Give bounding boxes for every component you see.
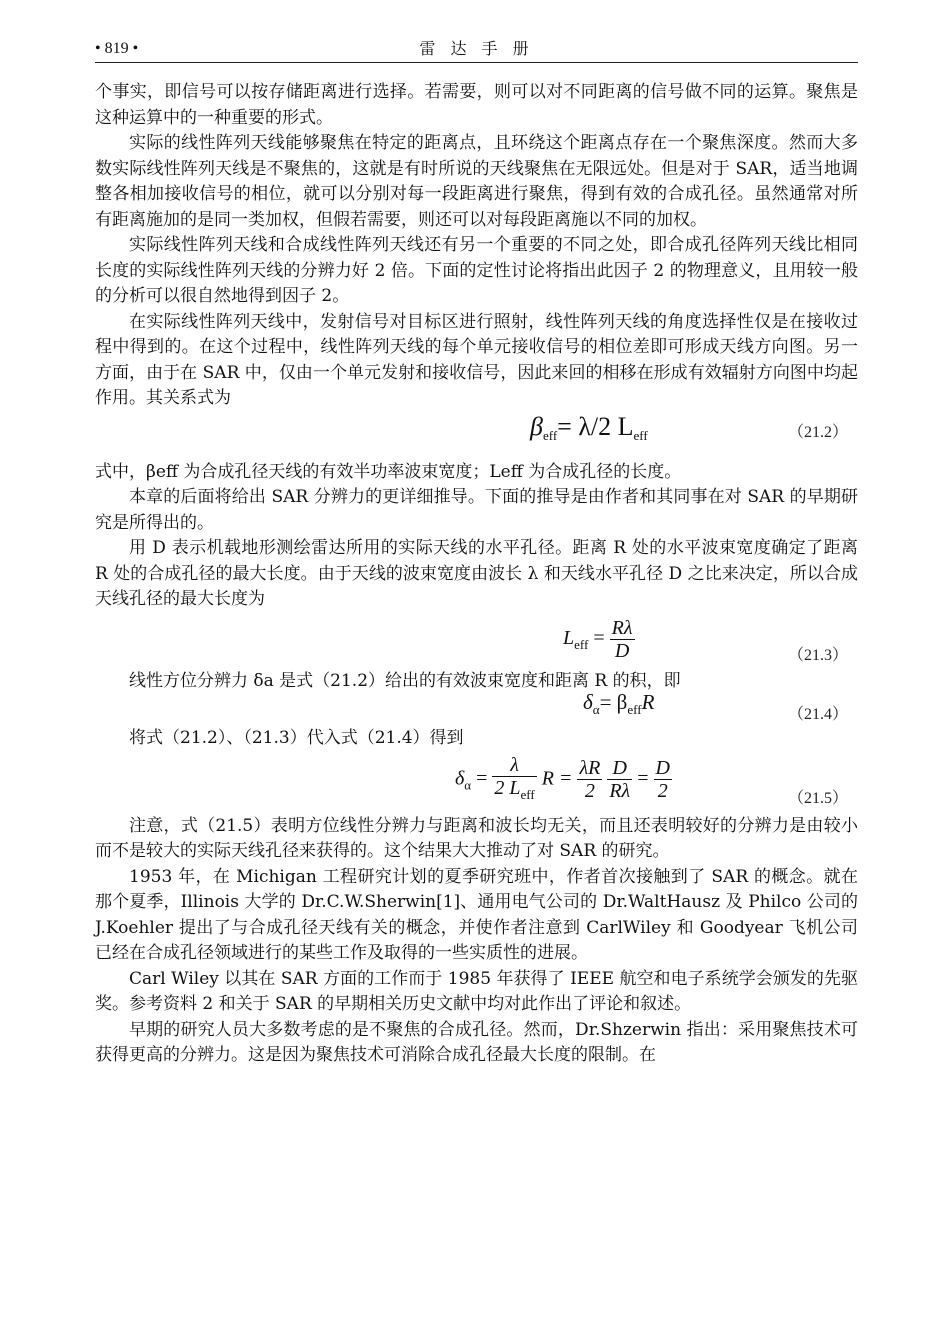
paragraph-13: 早期的研究人员大多数考虑的是不聚焦的合成孔径。然而，Dr.Shzerwin 指出：采用聚焦技术可获得更高的分辨力。这是因为聚焦技术可消除合成孔径最大长度的限制。在	[95, 1019, 858, 1065]
equation-21-2-number: （21.2）	[787, 423, 848, 441]
paragraph-9: 将式（21.2）、（21.3）代入式（21.4）得到	[129, 728, 464, 748]
paragraph-4: 在实际线性阵列天线中，发射信号对目标区进行照射，线性阵列天线的角度选择性仅是在接收过程中得到的。在这个过程中，线性阵列天线的每个单元接收信号的相位差即可形成天线方向图。另一方面，由于在 SAR 中，仅由一个单元发射和接收信号，因此来回的相移在形成有效辐射方向图中均起作用。其关系式为	[95, 311, 858, 408]
paragraph-7: 用 D 表示机载地形测绘雷达所用的实际天线的水平孔径。距离 R 处的水平波束宽度确定了距离 R 处的合成孔径的最大长度。由于天线的波束宽度由波长 λ 和天线水平孔径 D 之比来决定，所以合成天线孔径的最大长度为	[95, 538, 858, 609]
equation-21-5-body: $\delta_\alpha$ = $\frac{\lambda}{2 L_{eff}}$ R = $\frac{\lambda R}{2}$ $\frac{D}{R\lambda}$ = $\frac{D}{2}$	[455, 753, 670, 802]
paragraph-6: 本章的后面将给出 SAR 分辨力的更详细推导。下面的推导是由作者和其同事在对 SAR 的早期研究是所得出的。	[95, 487, 858, 533]
paragraph-1: 个事实，即信号可以按存储距离进行选择。若需要，则可以对不同距离的信号做不同的运算。聚焦是这种运算中的一种重要的形式。	[95, 82, 858, 128]
paragraph-11: 1953 年，在 Michigan 工程研究计划的夏季研究班中，作者首次接触到了 SAR 的概念。就在那个夏季，Illinois 大学的 Dr.C.W.Sherwin[1]、通用电气公司的 Dr.WaltHausz 及 Philco 公司的 J.Koehler 提出了与合成孔径天线有关的概念，并使作者注意到 CarlWiley 和 Goodyear 飞机公司已经在合成孔径领域进行的某些工作及取得的一些实质性的进展。	[95, 866, 858, 963]
equation-21-4-number: （21.4）	[787, 706, 848, 723]
paragraph-3: 实际线性阵列天线和合成线性阵列天线还有另一个重要的不同之处，即合成孔径阵列天线比相同长度的实际线性阵列天线的分辨力好 2 倍。下面的定性讨论将指出此因子 2 的物理意义，且用较一般的分析可以很自然地得到因子 2。	[95, 235, 858, 306]
paragraph-2: 实际的线性阵列天线能够聚焦在特定的距离点，且环绕这个距离点存在一个聚焦深度。然而大多数实际线性阵列天线是不聚焦的，这就是有时所说的天线聚焦在无限远处。但是对于 SAR，适当地调整各相加接收信号的相位，就可以分别对每一段距离进行聚焦，得到有效的合成孔径。虽然通常对所有距离施加的是同一类加权，但假若需要，则还可以对每段距离施以不同的加权。	[95, 133, 858, 230]
equation-21-3	[95, 613, 858, 669]
equation-21-3-number: （21.3）	[787, 646, 848, 664]
paragraph-10: 注意，式（21.5）表明方位线性分辨力与距离和波长均无关，而且还表明较好的分辨力是由较小而不是较大的实际天线孔径来获得的。这个结果大大推动了对 SAR 的研究。	[95, 815, 858, 861]
paragraph-5: 式中，βeff 为合成孔径天线的有效半功率波束宽度；Leff 为合成孔径的长度。	[95, 461, 682, 482]
body-text	[95, 80, 858, 1069]
running-title: 雷 达 手 册	[419, 39, 534, 58]
equation-21-4	[95, 690, 858, 726]
equation-21-4-body: $\delta_\alpha= \beta_{eff}R$	[583, 690, 655, 717]
page-header	[95, 38, 858, 63]
equation-21-2-body: $\beta_{eff}= \lambda/2$ $L_{eff}$	[530, 411, 648, 443]
paragraph-8: 线性方位分辨力 δa 是式（21.2）给出的有效波束宽度和距离 R 的积，即	[129, 670, 681, 691]
equation-21-2	[95, 412, 858, 460]
paragraph-12: Carl Wiley 以其在 SAR 方面的工作而于 1985 年获得了 IEEE 航空和电子系统学会颁发的先驱奖。参考资料 2 和关于 SAR 的早期相关历史文献中均对此作出了评论和叙述。	[95, 968, 858, 1014]
page-number: • 819 •	[95, 40, 139, 57]
equation-21-5	[95, 752, 858, 814]
equation-21-5-number: （21.5）	[787, 789, 848, 807]
equation-21-3-body: $L_{eff}$ = $\frac{R\lambda}{D}$	[563, 616, 633, 662]
